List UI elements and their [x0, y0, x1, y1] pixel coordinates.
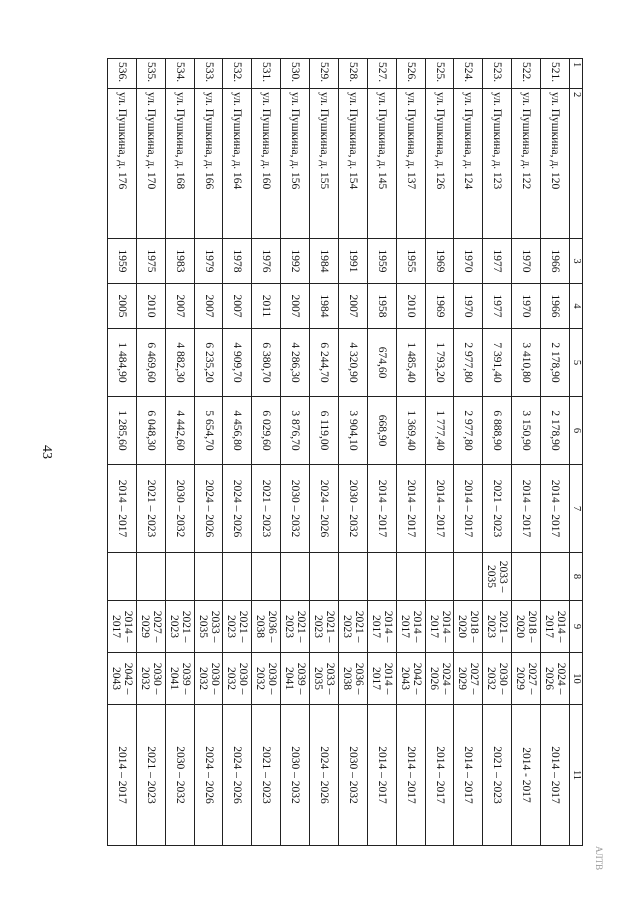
table-cell-col4: 1970 — [512, 284, 541, 329]
table-row — [223, 59, 252, 846]
table-cell-col8 — [108, 553, 137, 601]
table-cell-col7: 2024 – 2026 — [223, 465, 252, 553]
table-cell-col2: ул. Пушкина, д. 170 — [136, 89, 165, 239]
table-cell-col6: 3 876,70 — [281, 397, 310, 465]
table-row — [339, 59, 368, 846]
table-cell-col1: 528. — [339, 59, 368, 89]
table-cell-col11: 2030 – 2032 — [281, 705, 310, 846]
table-cell-col5: 2 977,80 — [454, 329, 483, 397]
table-cell-col11: 2021 – 2023 — [136, 705, 165, 846]
table-cell-col4: 1970 — [454, 284, 483, 329]
table-cell-col6: 6 — [570, 397, 583, 465]
table-row — [165, 59, 194, 846]
table-cell-col7: 2014 – 2017 — [425, 465, 454, 553]
table-cell-col3: 1978 — [223, 239, 252, 284]
table-cell-col1: 532. — [223, 59, 252, 89]
table-row — [136, 59, 165, 846]
table-cell-col7: 2021 – 2023 — [483, 465, 512, 553]
table-cell-col4: 1966 — [541, 284, 570, 329]
table-cell-col4: 2007 — [165, 284, 194, 329]
table-cell-col8: 8 — [570, 553, 583, 601]
table-row — [108, 59, 137, 846]
table-cell-col7: 2014 – 2017 — [454, 465, 483, 553]
table-cell-col1: 534. — [165, 59, 194, 89]
table-cell-col3: 1976 — [252, 239, 281, 284]
table-cell-col5: 4 286,30 — [281, 329, 310, 397]
table-cell-col11: 2030 – 2032 — [165, 705, 194, 846]
table-cell-col4: 1984 — [310, 284, 339, 329]
table-cell-col7: 2030 – 2032 — [165, 465, 194, 553]
table-cell-col4: 2011 — [252, 284, 281, 329]
table-cell-col7: 2021 – 2023 — [252, 465, 281, 553]
table-body — [108, 59, 583, 846]
table-row — [281, 59, 310, 846]
table-cell-col3: 1975 — [136, 239, 165, 284]
table-cell-col6: 4 456,80 — [223, 397, 252, 465]
table-cell-col11: 2014 – 2017 — [425, 705, 454, 846]
table-cell-col10: 2014 – 2017 — [367, 653, 396, 705]
table-cell-col9: 2014 – 2017 — [396, 601, 425, 653]
table-cell-col4: 1958 — [367, 284, 396, 329]
table-cell-col8 — [281, 553, 310, 601]
table-cell-col8 — [252, 553, 281, 601]
table-frame — [107, 58, 583, 845]
table-cell-col2: ул. Пушкина, д. 176 — [108, 89, 137, 239]
table-cell-col8 — [512, 553, 541, 601]
table-cell-col6: 5 654,70 — [194, 397, 223, 465]
table-cell-col1: 526. — [396, 59, 425, 89]
table-cell-col10: 2036 – 2038 — [339, 653, 368, 705]
table-cell-col10: 2024 – 2026 — [425, 653, 454, 705]
table-cell-col5: 2 178,90 — [541, 329, 570, 397]
table-cell-col3: 1966 — [541, 239, 570, 284]
table-cell-col5: 6 469,60 — [136, 329, 165, 397]
table-cell-col10: 10 — [570, 653, 583, 705]
table-cell-col2: ул. Пушкина, д. 126 — [425, 89, 454, 239]
table-cell-col4: 2007 — [281, 284, 310, 329]
table-cell-col8 — [223, 553, 252, 601]
table-row — [252, 59, 281, 846]
table-cell-col6: 6 029,60 — [252, 397, 281, 465]
table-cell-col7: 2024 – 2026 — [310, 465, 339, 553]
table-cell-col8 — [425, 553, 454, 601]
table-cell-col5: 674,60 — [367, 329, 396, 397]
table-cell-col10: 2042 – 2043 — [396, 653, 425, 705]
table-cell-col9: 2018 – 2020 — [454, 601, 483, 653]
table-row — [367, 59, 396, 846]
table-cell-col2: ул. Пушкина, д. 122 — [512, 89, 541, 239]
table-cell-col11: 2021 – 2023 — [252, 705, 281, 846]
table-cell-col2: ул. Пушкина, д. 155 — [310, 89, 339, 239]
table-cell-col2: ул. Пушкина, д. 166 — [194, 89, 223, 239]
table-cell-col3: 1984 — [310, 239, 339, 284]
table-cell-col1: 521. — [541, 59, 570, 89]
table-cell-col3: 1959 — [108, 239, 137, 284]
table-cell-col9: 2014 – 2017 — [367, 601, 396, 653]
table-cell-col9: 9 — [570, 601, 583, 653]
table-cell-col10: 2024 – 2026 — [541, 653, 570, 705]
table-cell-col1: 527. — [367, 59, 396, 89]
table-cell-col10: 2027 – 2029 — [512, 653, 541, 705]
table-cell-col8 — [310, 553, 339, 601]
table-cell-col11: 2014 - 2017 — [512, 705, 541, 846]
table-cell-col2: ул. Пушкина, д. 137 — [396, 89, 425, 239]
table-cell-col5: 6 380,70 — [252, 329, 281, 397]
table-cell-col1: 523. — [483, 59, 512, 89]
table-cell-col9: 2033 – 2035 — [194, 601, 223, 653]
table-cell-col5: 4 909,70 — [223, 329, 252, 397]
table-cell-col9: 2021 – 2023 — [223, 601, 252, 653]
table-cell-col1: 522. — [512, 59, 541, 89]
table-cell-col2: ул. Пушкина, д. 160 — [252, 89, 281, 239]
table-cell-col9: 2018 – 2020 — [512, 601, 541, 653]
table-cell-col7: 2024 – 2026 — [194, 465, 223, 553]
table-cell-col7: 7 — [570, 465, 583, 553]
table-cell-col4: 2007 — [223, 284, 252, 329]
table-cell-col11: 2030 – 2032 — [339, 705, 368, 846]
table-cell-col3: 1979 — [194, 239, 223, 284]
table-cell-col6: 4 442,60 — [165, 397, 194, 465]
table-row — [541, 59, 570, 846]
page-number: 43 — [39, 445, 54, 459]
table-cell-col10: 2042 – 2043 — [108, 653, 137, 705]
table-cell-col11: 2024 – 2026 — [310, 705, 339, 846]
table-cell-col2: ул. Пушкина, д. 168 — [165, 89, 194, 239]
table-row — [194, 59, 223, 846]
table-cell-col1: 1 — [570, 59, 583, 89]
table-cell-col3: 1955 — [396, 239, 425, 284]
table-cell-col2: ул. Пушкина, д. 156 — [281, 89, 310, 239]
table-cell-col1: 525. — [425, 59, 454, 89]
table-cell-col2: ул. Пушкина, д. 120 — [541, 89, 570, 239]
table-cell-col11: 2014 – 2017 — [108, 705, 137, 846]
table-cell-col3: 1983 — [165, 239, 194, 284]
table-cell-col2: 2 — [570, 89, 583, 239]
table-cell-col8 — [367, 553, 396, 601]
table-cell-col8 — [165, 553, 194, 601]
table-row — [310, 59, 339, 846]
table-cell-col8 — [396, 553, 425, 601]
table-cell-col6: 668,90 — [367, 397, 396, 465]
table-cell-col10: 2030 – 2032 — [136, 653, 165, 705]
table-cell-col11: 2024 – 2026 — [223, 705, 252, 846]
table-cell-col4: 4 — [570, 284, 583, 329]
table-row — [396, 59, 425, 846]
table-header-row — [570, 59, 583, 846]
table-cell-col8 — [454, 553, 483, 601]
table-cell-col6: 6 119,00 — [310, 397, 339, 465]
table-cell-col9: 2027 – 2029 — [136, 601, 165, 653]
table-cell-col5: 1 793,20 — [425, 329, 454, 397]
table-cell-col1: 524. — [454, 59, 483, 89]
table-cell-col9: 2021 – 2023 — [483, 601, 512, 653]
table-cell-col3: 1991 — [339, 239, 368, 284]
table-cell-col6: 1 369,40 — [396, 397, 425, 465]
table-cell-col10: 2039 – 2041 — [281, 653, 310, 705]
table-cell-col8 — [136, 553, 165, 601]
table-row — [512, 59, 541, 846]
table-cell-col4: 2005 — [108, 284, 137, 329]
table-cell-col7: 2021 – 2023 — [136, 465, 165, 553]
table-cell-col10: 2030 – 2032 — [223, 653, 252, 705]
table-cell-col11: 2014 – 2017 — [541, 705, 570, 846]
table-cell-col5: 6 244,70 — [310, 329, 339, 397]
table-cell-col7: 2030 – 2032 — [281, 465, 310, 553]
table-cell-col2: ул. Пушкина, д. 123 — [483, 89, 512, 239]
table-cell-col1: 536. — [108, 59, 137, 89]
table-cell-col2: ул. Пушкина, д. 145 — [367, 89, 396, 239]
table-cell-col10: 2033 – 2035 — [310, 653, 339, 705]
table-row — [454, 59, 483, 846]
table-cell-col5: 1 484,90 — [108, 329, 137, 397]
corner-mark: АЛТВ — [594, 846, 604, 871]
table-cell-col10: 2027 – 2029 — [454, 653, 483, 705]
table-cell-col3: 1977 — [483, 239, 512, 284]
table-cell-col4: 2010 — [396, 284, 425, 329]
table-cell-col6: 6 888,90 — [483, 397, 512, 465]
table-cell-col9: 2014 – 2017 — [541, 601, 570, 653]
table-cell-col10: 2030 – 2032 — [483, 653, 512, 705]
table-cell-col4: 2010 — [136, 284, 165, 329]
table-cell-col9: 2021 – 2023 — [281, 601, 310, 653]
table-cell-col8: 2033 – 2035 — [483, 553, 512, 601]
table-cell-col3: 1969 — [425, 239, 454, 284]
table-cell-col1: 535. — [136, 59, 165, 89]
table-cell-col8 — [339, 553, 368, 601]
table-cell-col4: 1969 — [425, 284, 454, 329]
table-cell-col11: 2021 – 2023 — [483, 705, 512, 846]
table-cell-col10: 2030 – 2032 — [194, 653, 223, 705]
table-cell-col10: 2030 – 2032 — [252, 653, 281, 705]
table-cell-col9: 2021 – 2023 — [310, 601, 339, 653]
table-cell-col4: 1977 — [483, 284, 512, 329]
table-cell-col2: ул. Пушкина, д. 154 — [339, 89, 368, 239]
table-cell-col7: 2014 – 2017 — [367, 465, 396, 553]
table-row — [425, 59, 454, 846]
table-cell-col5: 4 320,90 — [339, 329, 368, 397]
table-cell-col3: 1970 — [454, 239, 483, 284]
table-cell-col6: 2 977,80 — [454, 397, 483, 465]
table-cell-col11: 2024 – 2026 — [194, 705, 223, 846]
table-cell-col7: 2014 – 2017 — [512, 465, 541, 553]
table-cell-col4: 2007 — [194, 284, 223, 329]
table-cell-col6: 3 904,10 — [339, 397, 368, 465]
table-cell-col9: 2021 – 2023 — [165, 601, 194, 653]
table-cell-col7: 2030 – 2032 — [339, 465, 368, 553]
table-cell-col6: 3 150,90 — [512, 397, 541, 465]
table-cell-col8 — [541, 553, 570, 601]
table-cell-col5: 7 391,40 — [483, 329, 512, 397]
table-cell-col6: 1 285,60 — [108, 397, 137, 465]
table-cell-col3: 3 — [570, 239, 583, 284]
table-cell-col2: ул. Пушкина, д. 164 — [223, 89, 252, 239]
table-cell-col10: 2039 – 2041 — [165, 653, 194, 705]
buildings-table — [107, 58, 583, 846]
table-cell-col11: 2014 – 2017 — [367, 705, 396, 846]
table-cell-col7: 2014 – 2017 — [541, 465, 570, 553]
table-cell-col1: 530. — [281, 59, 310, 89]
table-cell-col5: 6 235,20 — [194, 329, 223, 397]
rotated-table-wrapper — [107, 58, 583, 845]
table-cell-col1: 529. — [310, 59, 339, 89]
table-cell-col11: 2014 – 2017 — [396, 705, 425, 846]
table-cell-col5: 1 485,40 — [396, 329, 425, 397]
table-cell-col3: 1992 — [281, 239, 310, 284]
table-cell-col11: 11 — [570, 705, 583, 846]
table-cell-col6: 2 178,90 — [541, 397, 570, 465]
table-cell-col1: 531. — [252, 59, 281, 89]
table-cell-col3: 1970 — [512, 239, 541, 284]
table-cell-col3: 1959 — [367, 239, 396, 284]
table-cell-col9: 2021 – 2023 — [339, 601, 368, 653]
table-cell-col9: 2014 – 2017 — [108, 601, 137, 653]
table-cell-col5: 4 882,30 — [165, 329, 194, 397]
table-cell-col7: 2014 – 2017 — [108, 465, 137, 553]
table-cell-col9: 2036 – 2038 — [252, 601, 281, 653]
table-cell-col1: 533. — [194, 59, 223, 89]
table-cell-col9: 2014 – 2017 — [425, 601, 454, 653]
table-row — [483, 59, 512, 846]
table-cell-col2: ул. Пушкина, д. 124 — [454, 89, 483, 239]
table-cell-col11: 2014 – 2017 — [454, 705, 483, 846]
table-cell-col5: 3 410,80 — [512, 329, 541, 397]
table-cell-col6: 1 777,40 — [425, 397, 454, 465]
table-cell-col8 — [194, 553, 223, 601]
table-cell-col6: 6 048,30 — [136, 397, 165, 465]
table-cell-col7: 2014 – 2017 — [396, 465, 425, 553]
table-cell-col5: 5 — [570, 329, 583, 397]
table-cell-col4: 2007 — [339, 284, 368, 329]
